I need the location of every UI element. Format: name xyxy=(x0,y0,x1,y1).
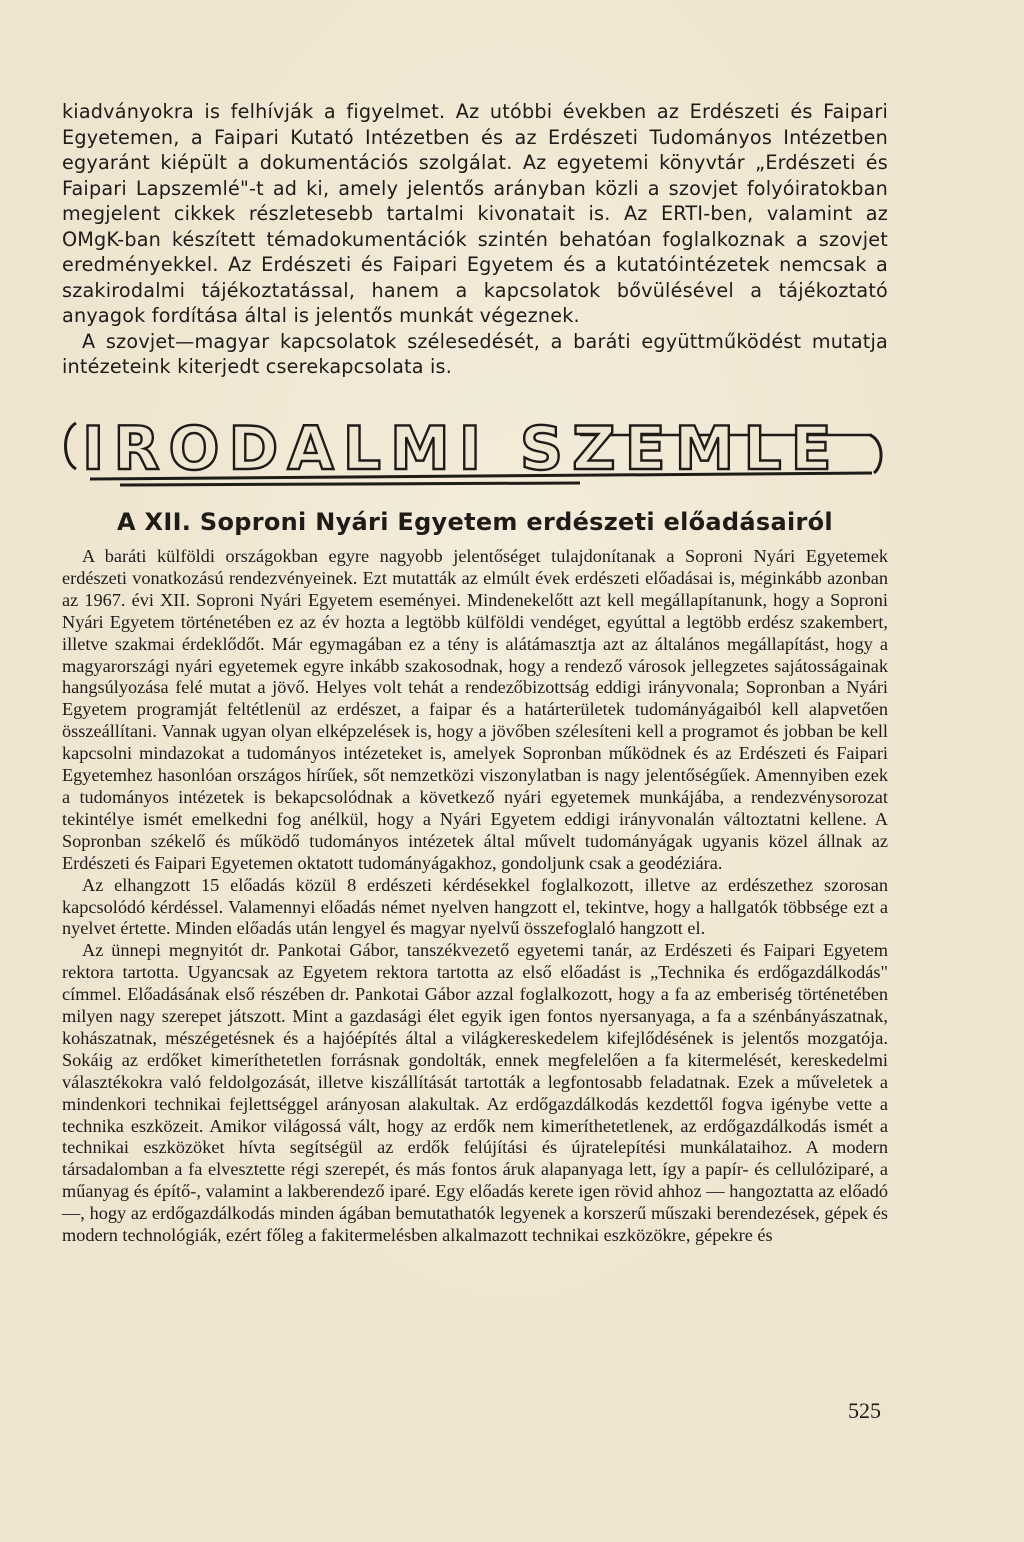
article-body xyxy=(62,546,888,1247)
article-paragraph-1: A baráti külföldi országokban egyre nagyobb jelentőséget tulajdonítanak a Soproni Nyári Egyetemek erdészeti vonatkozású rendezvényeinek. Ezt mutatták az elmúlt évek erdészeti előadásai is, méginkább azonban az 1967. évi XII. Soproni Nyári Egyetem eseményei. Mindenekelőtt azt kell megállapítanunk, hogy a Soproni Nyári Egyetem történetében ez az év hozta a legtöbb külföldi vendéget, egyúttal a legtöbb erdész szakembert, illetve szakmai érdeklődőt. Már egymagában ez a tény is alátámasztja azt az általános megállapítást, hogy a magyarországi nyári egyetemek egyre inkább szakosodnak, hogy a rendező városok jellegzetes sajátosságainak hangsúlyozása felé mutat a jövő. Helyes volt tehát a rendezőbizottság eddigi irányvonala; Sopronban a Nyári Egyetem programját feltétlenül az erdészet, a faipar és a határterületek tudományágaiból kell alapvetően összeállítani. Vannak ugyan olyan elképzelések is, hogy a jövőben szélesíteni kell a programot és jobban be kell kapcsolni mindazokat a tudományos intézeteket is, amelyek Sopronban működnek és az Erdészeti és Faipari Egyetemhez hasonlóan országos hírűek, sőt nemzetközi viszonylatban is nagy jelentőségűek. Amennyiben ezek a tudományos intézetek is bekapcsolódnak a következő nyári egyetemek munkájába, a rendezvénysorozat tekintélye ismét emelkedni fog anélkül, hogy a Nyári Egyetem eddigi irányvonalán változtatni kellene. A Sopronban székelő és működő tudományos intézetek által művelt tudományágak ugyanis közel állnak az Erdészeti és Faipari Egyetemen oktatott tudományágakhoz, gondoljunk csak a geodéziára. xyxy=(62,546,888,873)
intro-paragraph-1: kiadványokra is felhívják a figyelmet. Az utóbbi években az Erdészeti és Faipari Egyetemen, a Faipari Kutató Intézetben és az Erdészeti Tudományos Intézetben egyaránt kiépült a dokumentációs szolgálat. Az egyetemi könyvtár „Erdészeti és Faipari Lapszemlé"-t ad ki, amely jelentős arányban közli a szovjet folyóiratokban megjelent cikkek részletesebb tartalmi kivonatait is. Az ERTI-ben, valamint az OMgK-ban készített témadokumentációk szintén behatóan foglalkoznak a szovjet eredményekkel. Az Erdészeti és Faipari Egyetem és a kutatóintézetek nemcsak a szakirodalmi tájékoztatással, hanem a kapcsolatok bővülésével a tájékoztató anyagok fordítása által is jelentős munkát végeznek. xyxy=(62,100,888,327)
page-number: 525 xyxy=(848,1398,881,1423)
article-paragraph-3: Az ünnepi megnyitót dr. Pankotai Gábor, tanszékvezető egyetemi tanár, az Erdészeti és Faipari Egyetem rektora tartotta. Ugyancsak az Egyetem rektora tartotta az első előadást is „Technika és erdőgazdálkodás" címmel. Előadásának első részében dr. Pankotai Gábor azzal foglalkozott, hogy a fa az emberiség történetében milyen nagy szerepet játszott. Mint a gazdasági élet egyik igen fontos nyersanyaga, a fa a szénbányászatnak, kohászatnak, mészégetésnek és a hajóépítés által a világkereskedelem kifejlődésének is jelentős mozgatója. Sokáig az erdőket kimeríthetetlen forrásnak gondolták, ennek megfelelően a fa kitermelését, kereskedelmi választékokra való feldolgozását, illetve kiszállítását tartották a legfontosabb feladatnak. Ezek a műveletek a mindenkori technikai fejlettséggel arányosan alakultak. Az erdőgazdálkodás kezdettől fogva igénybe vette a technika eszközeit. Amikor világossá vált, hogy az erdők nem kimeríthetetlenek, az erdőgazdálkodás ismét a technikai eszközöket hívta segítségül az erdők felújítási és újratelepítési munkálataihoz. A modern társadalomban a fa elvesztette régi szerepét, és más fontos áruk alapanyaga lett, így a papír- és cellulóziparé, a műanyag és építő-, valamint a lakberendező iparé. Egy előadás kerete igen rövid ahhoz — hangoztatta az előadó —, hogy az erdőgazdálkodás minden ágában bemutathatók legyenek a korszerű műszaki berendezések, gépek és modern technológiák, ezért főleg a fakitermelésben alkalmazott technikai eszközökre, gépekre és xyxy=(62,940,888,1246)
banner-title: IRODALMI SZEMLE xyxy=(82,414,841,484)
article-title: A XII. Soproni Nyári Egyetem erdészeti előadásairól xyxy=(117,508,833,536)
intro-paragraph-2: A szovjet—magyar kapcsolatok szélesedését, a baráti együttműködést mutatja intézeteink kiterjedt cserekapcsolata is. xyxy=(62,329,888,378)
section-banner xyxy=(60,413,890,495)
article-paragraph-2: Az elhangzott 15 előadás közül 8 erdészeti kérdésekkel foglalkozott, illetve az erdészethez szorosan kapcsolódó kérdéssel. Valamennyi előadás német nyelven hangzott el, tekintve, hogy a hallgatók többsége ezt a nyelvet értette. Minden előadás után lengyel és magyar nyelvű összefoglaló hangzott el. xyxy=(62,874,888,939)
intro-text xyxy=(62,99,888,380)
